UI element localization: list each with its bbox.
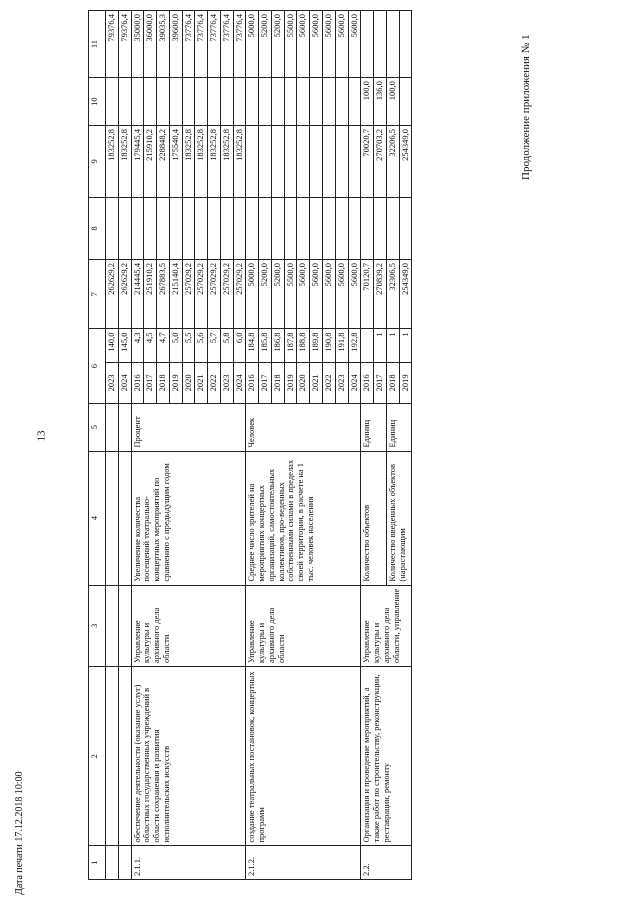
- rotated-table-stage: [88, 10, 508, 880]
- section-title: Организация и проведение мероприятий, а также работ по строительству, реконструкции, реставрации, ремонту: [361, 666, 412, 846]
- table-row: [118, 11, 131, 880]
- year-cell: 2016: [131, 362, 144, 403]
- value-cell: 79376,4: [106, 11, 119, 78]
- appendix-title: Продолжение приложения № 1: [520, 34, 532, 180]
- value-cell: 270839,2: [374, 260, 387, 329]
- value-cell: 257029,2: [182, 260, 195, 329]
- value-cell: [246, 78, 259, 126]
- value-cell: [118, 78, 131, 126]
- value-cell: [271, 197, 284, 259]
- value-cell: [157, 78, 170, 126]
- value-cell: 5600,0: [297, 11, 310, 78]
- value-cell: 73776,4: [220, 11, 233, 78]
- value-cell: [284, 126, 297, 198]
- value-cell: 5600,0: [323, 260, 336, 329]
- value-cell: [195, 197, 208, 259]
- value-cell: [386, 11, 399, 78]
- value-cell: [182, 197, 195, 259]
- year-cell: 2021: [195, 362, 208, 403]
- year-cell: 2016: [246, 362, 259, 403]
- print-date: Дата печати 17.12.2018 10:00: [14, 771, 25, 895]
- year-cell: 2017: [374, 362, 387, 403]
- value-cell: [169, 78, 182, 126]
- section-executor: Управление культуры и архивного дела области, управление: [361, 585, 412, 666]
- year-cell: 2022: [208, 362, 221, 403]
- value-cell: 251910,2: [144, 260, 157, 329]
- value-cell: 257029,2: [208, 260, 221, 329]
- value-cell: 192,8: [348, 329, 361, 363]
- indicator-unit: Процент: [131, 403, 246, 451]
- value-cell: 188,8: [297, 329, 310, 363]
- value-cell: 215910,2: [144, 126, 157, 198]
- table-cell: [106, 403, 119, 451]
- value-cell: [220, 197, 233, 259]
- value-cell: 5000,0: [246, 11, 259, 78]
- value-cell: [297, 197, 310, 259]
- indicator-text: Количество введенных объектов (нарастающим: [386, 451, 412, 585]
- value-cell: [259, 197, 272, 259]
- value-cell: 183252,8: [182, 126, 195, 198]
- value-cell: 185,8: [259, 329, 272, 363]
- page-number: 13: [35, 430, 48, 442]
- value-cell: 70120,7: [361, 260, 374, 329]
- table-row: [361, 11, 374, 880]
- value-cell: 140,0: [106, 329, 119, 363]
- header-cell: 1: [89, 846, 106, 880]
- value-cell: 228848,2: [157, 126, 170, 198]
- value-cell: 262629,2: [118, 260, 131, 329]
- value-cell: [208, 78, 221, 126]
- value-cell: 5600,0: [310, 260, 323, 329]
- value-cell: [284, 78, 297, 126]
- value-cell: 214445,4: [131, 260, 144, 329]
- year-cell: 2019: [284, 362, 297, 403]
- header-cell: 6: [89, 329, 106, 403]
- year-cell: 2019: [399, 362, 412, 403]
- value-cell: [271, 78, 284, 126]
- value-cell: 183252,8: [106, 126, 119, 198]
- header-cell: 8: [89, 197, 106, 259]
- value-cell: [348, 126, 361, 198]
- value-cell: 1: [399, 329, 412, 363]
- value-cell: [182, 78, 195, 126]
- value-cell: [374, 197, 387, 259]
- value-cell: 145,0: [118, 329, 131, 363]
- value-cell: 32206,5: [386, 126, 399, 198]
- section-executor: Управление культуры и архивного дела области: [131, 585, 246, 666]
- value-cell: [131, 78, 144, 126]
- header-cell: 2: [89, 666, 106, 846]
- value-cell: 257029,2: [233, 260, 246, 329]
- table-cell: [118, 403, 131, 451]
- year-cell: 2020: [182, 362, 195, 403]
- header-cell: 11: [89, 11, 106, 78]
- section-executor: Управление культуры и архивного дела области: [246, 585, 361, 666]
- value-cell: 4,7: [157, 329, 170, 363]
- value-cell: [246, 126, 259, 198]
- value-cell: [310, 197, 323, 259]
- indicator-text: Увеличение количества посещений театрально-концертных мероприятий по сравнению с предыдущим годом: [131, 451, 246, 585]
- value-cell: 189,8: [310, 329, 323, 363]
- year-cell: 2023: [106, 362, 119, 403]
- value-cell: 35000,0: [131, 11, 144, 78]
- value-cell: 5500,0: [284, 260, 297, 329]
- header-cell: 5: [89, 403, 106, 451]
- value-cell: 5600,0: [348, 260, 361, 329]
- value-cell: [259, 78, 272, 126]
- value-cell: [399, 197, 412, 259]
- year-cell: 2020: [297, 362, 310, 403]
- year-cell: 2017: [259, 362, 272, 403]
- value-cell: 73776,4: [208, 11, 221, 78]
- value-cell: [348, 197, 361, 259]
- value-cell: 183252,8: [220, 126, 233, 198]
- value-cell: 5600,0: [335, 260, 348, 329]
- value-cell: 5500,0: [284, 11, 297, 78]
- value-cell: 39035,3: [157, 11, 170, 78]
- table-row: [106, 11, 119, 880]
- value-cell: 79376,4: [118, 11, 131, 78]
- year-cell: 2024: [118, 362, 131, 403]
- value-cell: [208, 197, 221, 259]
- value-cell: 262629,2: [106, 260, 119, 329]
- value-cell: 183252,8: [118, 126, 131, 198]
- value-cell: [361, 11, 374, 78]
- year-cell: 2023: [220, 362, 233, 403]
- year-cell: 2022: [323, 362, 336, 403]
- table-row: [246, 11, 259, 880]
- value-cell: 5,0: [169, 329, 182, 363]
- value-cell: 5200,0: [271, 260, 284, 329]
- value-cell: [246, 197, 259, 259]
- value-cell: 136,0: [374, 78, 387, 126]
- value-cell: 5000,0: [246, 260, 259, 329]
- table-cell: [106, 666, 119, 846]
- value-cell: [144, 78, 157, 126]
- indicator-unit: Человек: [246, 403, 361, 451]
- year-cell: 2023: [335, 362, 348, 403]
- value-cell: 257029,2: [195, 260, 208, 329]
- value-cell: 32306,5: [386, 260, 399, 329]
- value-cell: 5,8: [220, 329, 233, 363]
- year-cell: 2016: [361, 362, 374, 403]
- value-cell: [106, 78, 119, 126]
- value-cell: [169, 197, 182, 259]
- year-cell: 2018: [157, 362, 170, 403]
- indicator-text: Среднее число зрителей на мероприятиях концертных организаций, самостоятельных коллективов, про-веденных собственными силами в пределах своей территории, в расчете на 1 тыс. человек населения: [246, 451, 361, 585]
- indicator-unit: Единиц: [386, 403, 412, 451]
- value-cell: [374, 11, 387, 78]
- value-cell: [348, 78, 361, 126]
- table-cell: [106, 585, 119, 666]
- value-cell: [323, 197, 336, 259]
- value-cell: [323, 126, 336, 198]
- value-cell: 257029,2: [220, 260, 233, 329]
- value-cell: 70020,7: [361, 126, 374, 198]
- program-table: [88, 10, 412, 880]
- value-cell: 254349,0: [399, 126, 412, 198]
- value-cell: [195, 78, 208, 126]
- value-cell: [335, 197, 348, 259]
- value-cell: 183252,8: [208, 126, 221, 198]
- value-cell: 36000,0: [144, 11, 157, 78]
- table-cell: [118, 451, 131, 585]
- year-cell: 2024: [348, 362, 361, 403]
- value-cell: [144, 197, 157, 259]
- value-cell: 100,0: [386, 78, 399, 126]
- value-cell: 5,5: [182, 329, 195, 363]
- value-cell: 190,8: [323, 329, 336, 363]
- value-cell: [233, 197, 246, 259]
- value-cell: 5600,0: [348, 11, 361, 78]
- year-cell: 2024: [233, 362, 246, 403]
- value-cell: [259, 126, 272, 198]
- value-cell: 100,0: [361, 78, 374, 126]
- value-cell: 39600,0: [169, 11, 182, 78]
- value-cell: 186,8: [271, 329, 284, 363]
- value-cell: [271, 126, 284, 198]
- value-cell: 1: [374, 329, 387, 363]
- value-cell: [233, 78, 246, 126]
- value-cell: 254349,0: [399, 260, 412, 329]
- header-cell: 10: [89, 78, 106, 126]
- value-cell: 5200,0: [259, 11, 272, 78]
- value-cell: [399, 11, 412, 78]
- value-cell: [297, 78, 310, 126]
- table-cell: [106, 846, 119, 880]
- table-cell: [118, 846, 131, 880]
- section-code: 2.1.1.: [131, 846, 246, 880]
- value-cell: 183252,8: [233, 126, 246, 198]
- year-cell: 2021: [310, 362, 323, 403]
- value-cell: 6,0: [233, 329, 246, 363]
- value-cell: 1: [386, 329, 399, 363]
- value-cell: 184,8: [246, 329, 259, 363]
- section-code: 2.2.: [361, 846, 412, 880]
- year-cell: 2019: [169, 362, 182, 403]
- value-cell: 267883,5: [157, 260, 170, 329]
- value-cell: 270703,2: [374, 126, 387, 198]
- value-cell: [323, 78, 336, 126]
- section-title: обеспечение деятельности (оказание услуг) областных государственных учреждений в области сохранения и развития исполнительских искусств: [131, 666, 246, 846]
- value-cell: [106, 197, 119, 259]
- value-cell: [157, 197, 170, 259]
- header-cell: 4: [89, 451, 106, 585]
- value-cell: [335, 78, 348, 126]
- indicator-unit: Единиц: [361, 403, 387, 451]
- indicator-text: Количество объектов: [361, 451, 387, 585]
- header-cell: 3: [89, 585, 106, 666]
- value-cell: 5600,0: [335, 11, 348, 78]
- value-cell: [297, 126, 310, 198]
- value-cell: 179445,4: [131, 126, 144, 198]
- value-cell: 4,3: [131, 329, 144, 363]
- value-cell: [335, 126, 348, 198]
- value-cell: [386, 197, 399, 259]
- value-cell: [361, 197, 374, 259]
- value-cell: 73776,4: [195, 11, 208, 78]
- value-cell: [310, 126, 323, 198]
- year-cell: 2017: [144, 362, 157, 403]
- value-cell: 175540,4: [169, 126, 182, 198]
- table-cell: [106, 451, 119, 585]
- value-cell: 187,8: [284, 329, 297, 363]
- value-cell: 215140,4: [169, 260, 182, 329]
- table-cell: [118, 585, 131, 666]
- value-cell: 73776,4: [233, 11, 246, 78]
- value-cell: [310, 78, 323, 126]
- value-cell: [118, 197, 131, 259]
- value-cell: [131, 197, 144, 259]
- header-cell: 9: [89, 126, 106, 198]
- value-cell: 5600,0: [310, 11, 323, 78]
- value-cell: 5600,0: [297, 260, 310, 329]
- year-cell: 2018: [386, 362, 399, 403]
- value-cell: 5,7: [208, 329, 221, 363]
- value-cell: 183252,8: [195, 126, 208, 198]
- value-cell: [284, 197, 297, 259]
- value-cell: [399, 78, 412, 126]
- value-cell: [220, 78, 233, 126]
- section-code: 2.1.2.: [246, 846, 361, 880]
- header-row: [89, 11, 106, 880]
- value-cell: 5200,0: [271, 11, 284, 78]
- value-cell: 4,5: [144, 329, 157, 363]
- year-cell: 2018: [271, 362, 284, 403]
- table-body: [106, 11, 412, 880]
- value-cell: 191,8: [335, 329, 348, 363]
- value-cell: 5200,0: [259, 260, 272, 329]
- value-cell: 5,6: [195, 329, 208, 363]
- section-title: создание театральных постановок, концертных программ: [246, 666, 361, 846]
- value-cell: [361, 329, 374, 363]
- table-row: [131, 11, 144, 880]
- value-cell: 73776,4: [182, 11, 195, 78]
- value-cell: 5600,0: [323, 11, 336, 78]
- header-cell: 7: [89, 260, 106, 329]
- table-cell: [118, 666, 131, 846]
